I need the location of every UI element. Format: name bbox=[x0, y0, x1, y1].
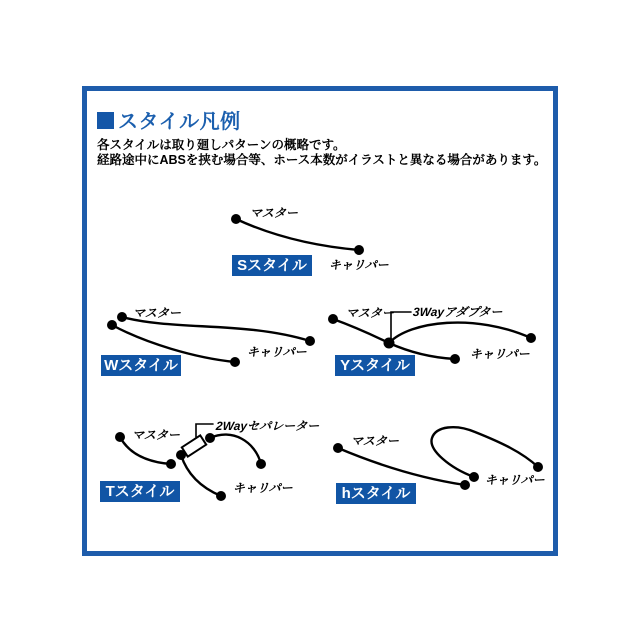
t-master-label: マスター bbox=[131, 428, 181, 442]
y-style-badge: Yスタイル bbox=[335, 355, 415, 376]
h-caliper-node-1 bbox=[460, 480, 470, 490]
t-junction-node-3 bbox=[205, 433, 215, 443]
legend-note-line1: 各スタイルは取り廻しパターンの概略です。 bbox=[97, 138, 346, 152]
t-master-node bbox=[115, 432, 125, 442]
h-style-badge: hスタイル bbox=[336, 483, 416, 504]
t-junction-node-2 bbox=[176, 450, 186, 460]
s-caliper-node bbox=[354, 245, 364, 255]
w-style-badge: Wスタイル bbox=[101, 355, 181, 376]
page-title: スタイル凡例 bbox=[118, 111, 241, 133]
h-master-node bbox=[333, 443, 343, 453]
s-master-label: マスター bbox=[249, 206, 299, 220]
t-junction-node-1 bbox=[166, 459, 176, 469]
h-style-hose-loop bbox=[432, 427, 538, 477]
y-adapter-node bbox=[384, 338, 395, 349]
h-master-label: マスター bbox=[350, 434, 400, 448]
t-caliper-node-2 bbox=[216, 491, 226, 501]
s-master-node bbox=[231, 214, 241, 224]
y-caliper-node-2 bbox=[450, 354, 460, 364]
two-way-separator-label: 2Wayセパレーター bbox=[215, 419, 320, 433]
s-style-badge: Sスタイル bbox=[232, 255, 312, 276]
s-caliper-label: キャリパー bbox=[328, 258, 390, 272]
w-master-node-1 bbox=[117, 312, 127, 322]
w-master-node-2 bbox=[107, 320, 117, 330]
y-master-node bbox=[328, 314, 338, 324]
y-style-hose-upper bbox=[389, 323, 531, 343]
h-caliper-node-2 bbox=[469, 472, 479, 482]
h-caliper-label: キャリパー bbox=[484, 473, 546, 487]
t-caliper-node-1 bbox=[256, 459, 266, 469]
y-master-label: マスター bbox=[345, 306, 395, 320]
t-style-hose-upper bbox=[210, 435, 261, 464]
legend-square-icon bbox=[97, 112, 114, 129]
legend-note-line2: 経路途中にABSを挟む場合等、ホース本数がイラストと異なる場合があります。 bbox=[97, 153, 547, 167]
w-master-label: マスター bbox=[132, 306, 182, 320]
s-style-hose bbox=[236, 219, 359, 250]
legend-header bbox=[97, 105, 241, 134]
y-caliper-label: キャリパー bbox=[469, 347, 531, 361]
w-caliper-label: キャリパー bbox=[246, 345, 308, 359]
t-caliper-label: キャリパー bbox=[232, 481, 294, 495]
h-style-hose-master bbox=[338, 448, 465, 485]
y-style-hose-master bbox=[333, 319, 389, 343]
t-style-hose-lower bbox=[181, 455, 221, 496]
t-style-badge: Tスタイル bbox=[100, 481, 180, 502]
three-way-adapter-label: 3Wayアダプター bbox=[412, 305, 503, 319]
w-caliper-node-2 bbox=[230, 357, 240, 367]
three-way-adapter-leader-line bbox=[391, 312, 411, 341]
y-caliper-node-1 bbox=[526, 333, 536, 343]
